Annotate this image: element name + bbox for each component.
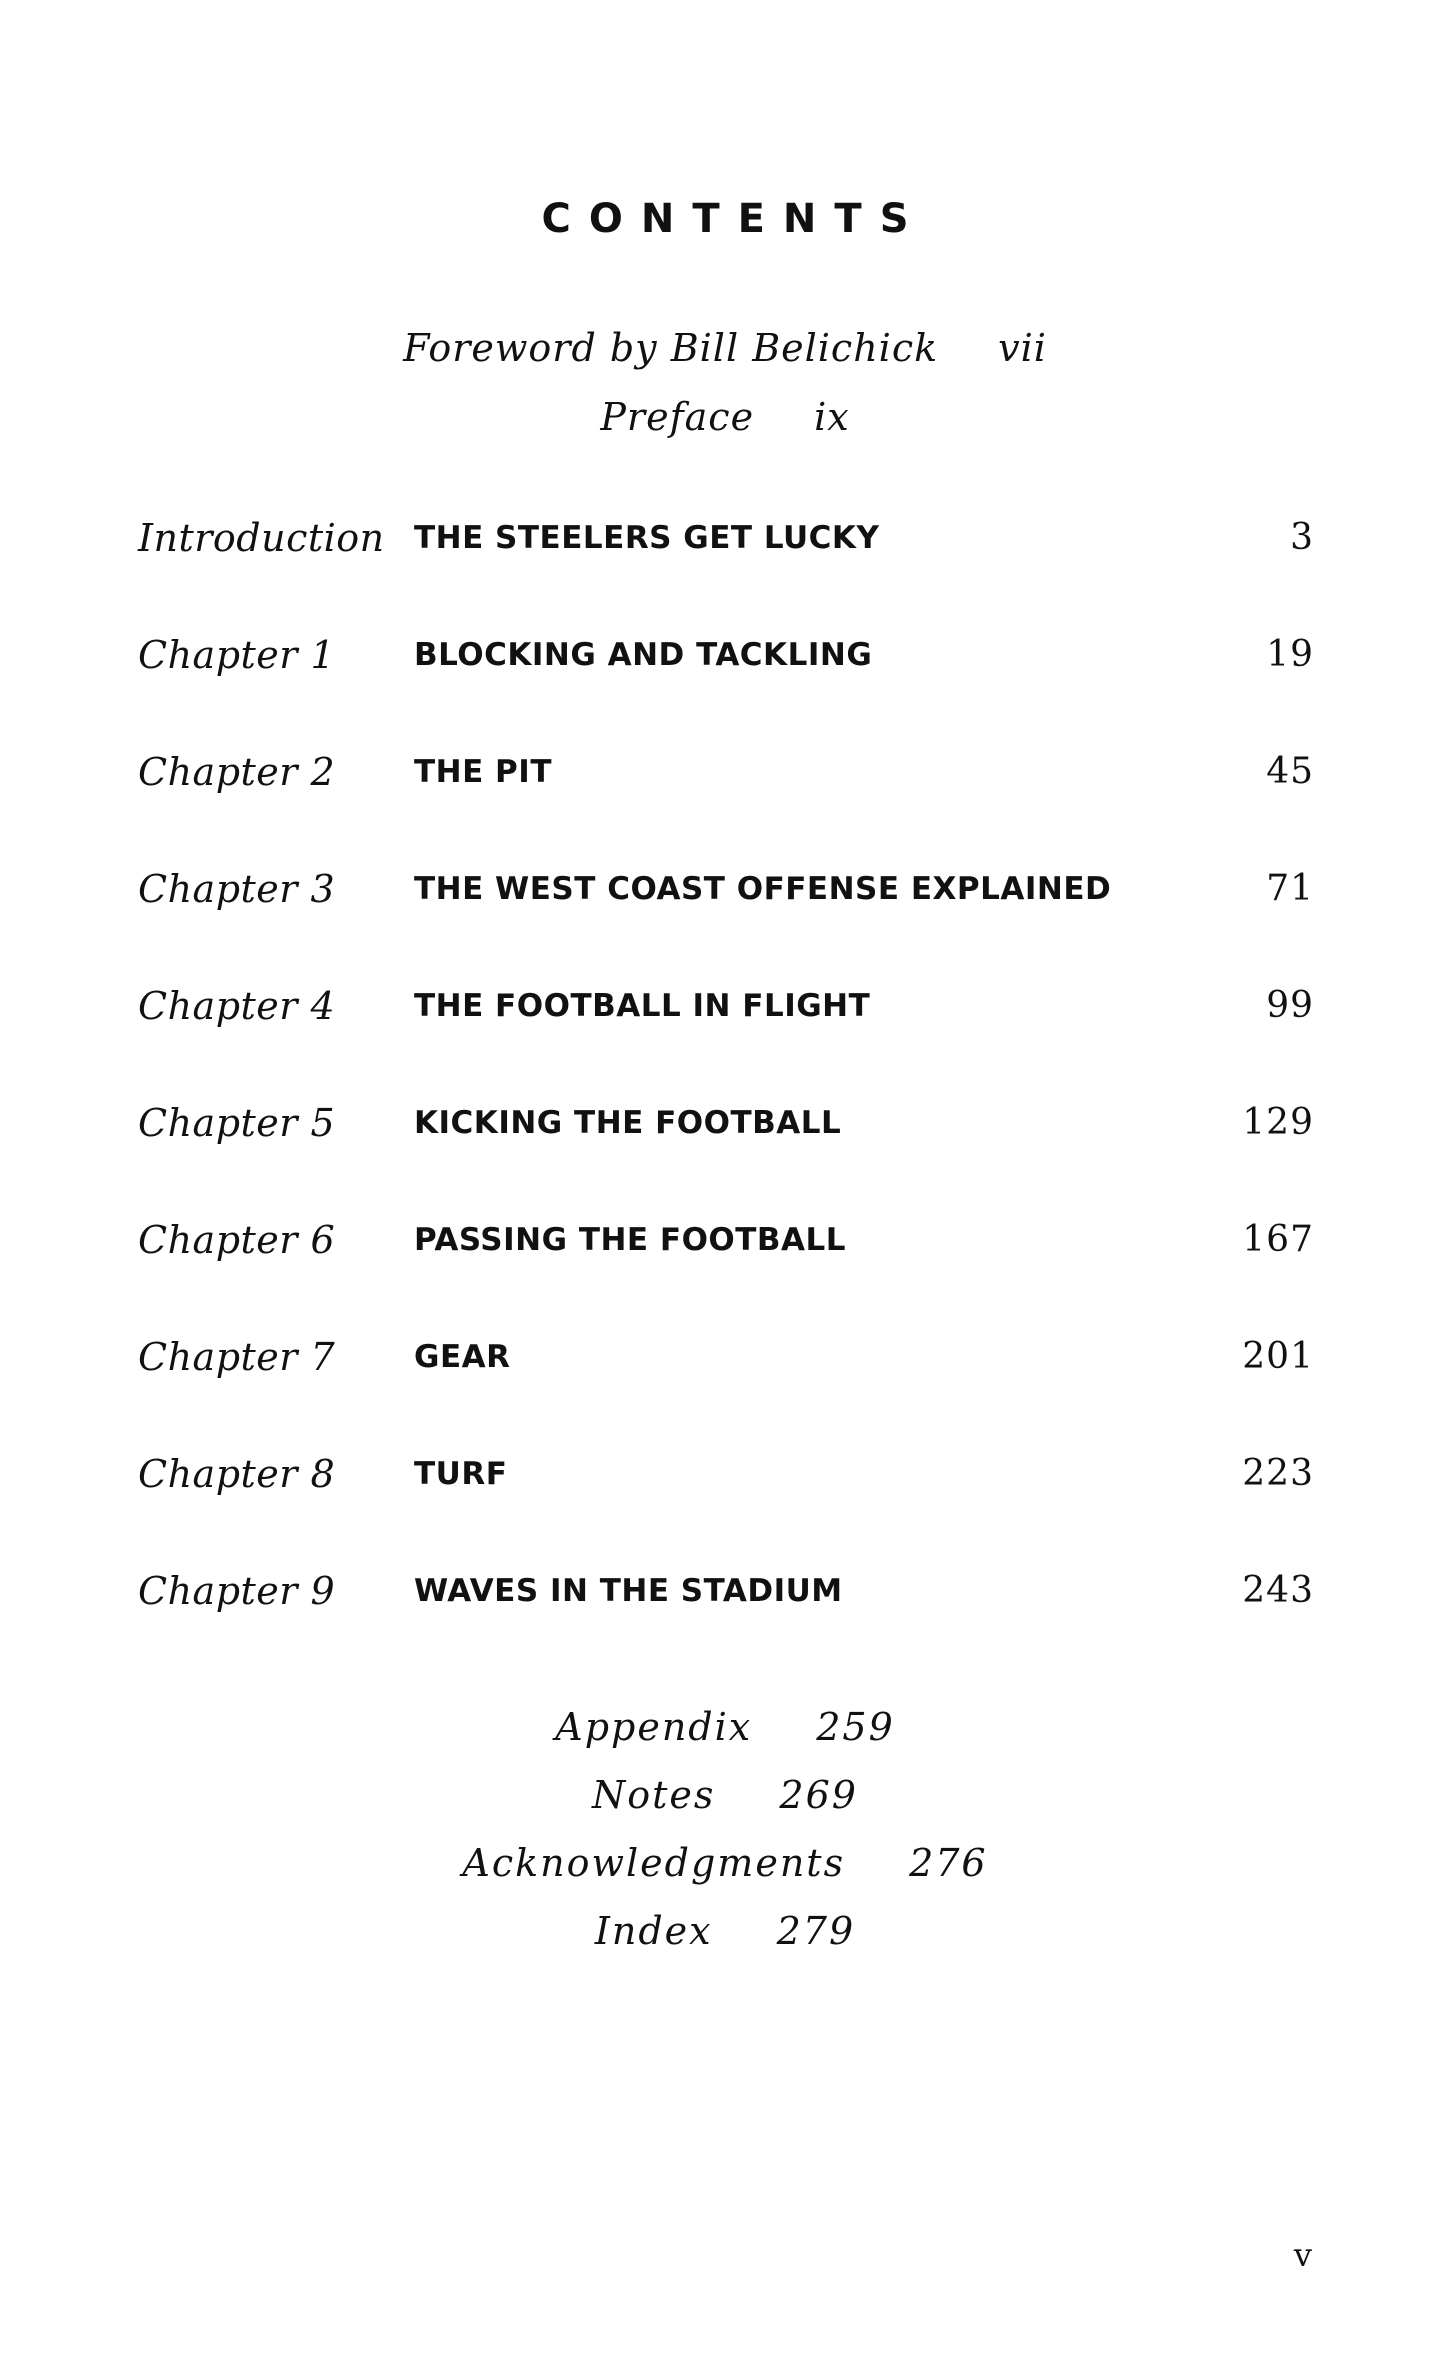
- entry-page-number: 276: [909, 1841, 988, 1885]
- toc-row: [0, 742, 1450, 802]
- front-matter-entry: [0, 326, 1450, 370]
- entry-label: Preface: [600, 395, 755, 439]
- back-matter-entry: [0, 1773, 1450, 1817]
- chapter-label: Chapter 2: [138, 750, 336, 794]
- chapter-label: Chapter 9: [138, 1569, 336, 1613]
- back-matter-entry: [0, 1841, 1450, 1885]
- entry-label: Index: [594, 1909, 713, 1953]
- chapter-title: TURF: [414, 1456, 508, 1492]
- chapter-label: Chapter 7: [138, 1335, 336, 1379]
- chapter-title: KICKING THE FOOTBALL: [414, 1105, 842, 1141]
- front-matter-entry: [0, 395, 1450, 439]
- entry-page-number: 279: [776, 1909, 856, 1953]
- chapter-label: Chapter 5: [138, 1101, 336, 1145]
- toc-row: [0, 859, 1450, 919]
- toc-row: [0, 1210, 1450, 1270]
- chapter-label: Introduction: [138, 516, 385, 560]
- entry-label: Foreword by Bill Belichick: [403, 326, 939, 370]
- chapter-title: THE WEST COAST OFFENSE EXPLAINED: [414, 871, 1112, 907]
- toc-row: [0, 625, 1450, 685]
- page-title: CONTENTS: [541, 196, 927, 242]
- entry-page-number: 269: [779, 1773, 858, 1817]
- chapter-page-number: 3: [1290, 517, 1314, 558]
- chapter-page-number: 201: [1242, 1336, 1314, 1377]
- chapter-label: Chapter 6: [138, 1218, 336, 1262]
- chapter-label: Chapter 3: [138, 867, 336, 911]
- entry-label: Acknowledgments: [462, 1841, 846, 1885]
- chapter-title: BLOCKING AND TACKLING: [414, 637, 873, 673]
- chapter-page-number: 45: [1266, 751, 1314, 792]
- chapter-label: Chapter 4: [138, 984, 336, 1028]
- back-matter-entry: [0, 1705, 1450, 1749]
- chapter-page-number: 99: [1266, 985, 1314, 1026]
- toc-row: [0, 1327, 1450, 1387]
- chapter-page-number: 167: [1242, 1219, 1314, 1260]
- chapter-page-number: 243: [1242, 1570, 1314, 1611]
- chapter-title: THE FOOTBALL IN FLIGHT: [414, 988, 871, 1024]
- toc-row: [0, 1561, 1450, 1621]
- entry-label: Notes: [592, 1773, 716, 1817]
- chapter-label: Chapter 1: [138, 633, 336, 677]
- entry-page-number: vii: [998, 326, 1047, 370]
- toc-row: [0, 976, 1450, 1036]
- entry-page-number: ix: [814, 395, 850, 439]
- chapter-title: THE PIT: [414, 754, 552, 790]
- back-matter-entry: [0, 1909, 1450, 1953]
- chapter-page-number: 19: [1266, 634, 1314, 675]
- entry-page-number: 259: [816, 1705, 895, 1749]
- chapter-page-number: 223: [1242, 1453, 1314, 1494]
- toc-row: [0, 1444, 1450, 1504]
- chapter-title: WAVES IN THE STADIUM: [414, 1573, 843, 1609]
- page-number: v: [1293, 2236, 1312, 2274]
- entry-label: Appendix: [555, 1705, 753, 1749]
- chapter-page-number: 129: [1242, 1102, 1314, 1143]
- chapter-title: THE STEELERS GET LUCKY: [414, 520, 880, 556]
- chapter-title: PASSING THE FOOTBALL: [414, 1222, 847, 1258]
- chapter-page-number: 71: [1266, 868, 1314, 909]
- chapter-title: GEAR: [414, 1339, 511, 1375]
- toc-row: [0, 508, 1450, 568]
- chapter-label: Chapter 8: [138, 1452, 336, 1496]
- toc-row: [0, 1093, 1450, 1153]
